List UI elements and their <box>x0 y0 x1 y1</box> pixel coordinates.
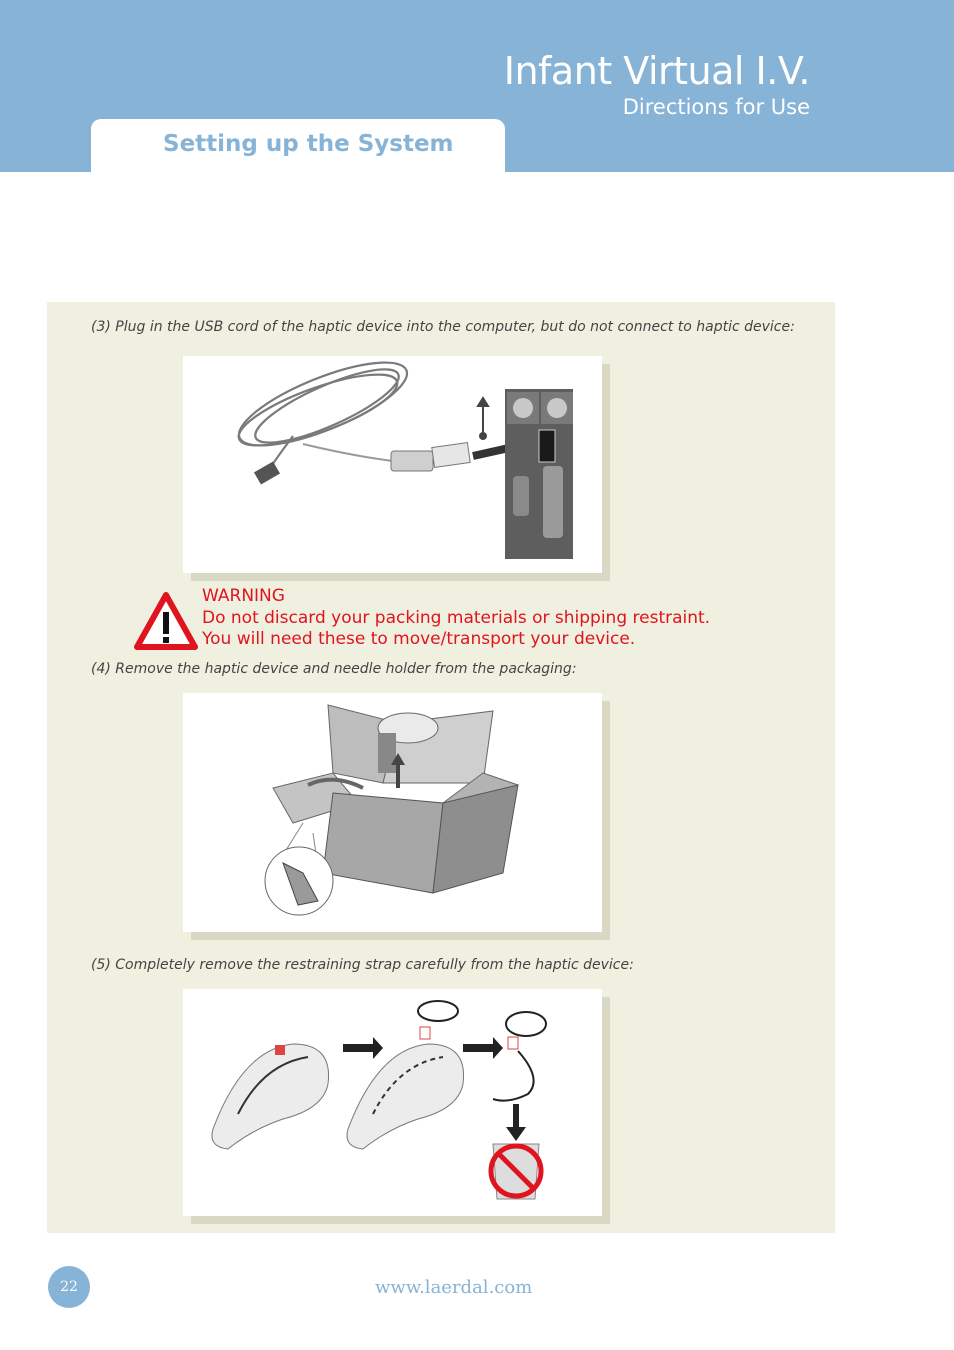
usb-plug-illustration <box>183 356 602 573</box>
section-title: Setting up the System <box>163 131 454 157</box>
step-3-instruction: (3) Plug in the USB cord of the haptic device into the computer, but do not connect to haptic device: <box>91 319 795 335</box>
packaging-illustration <box>183 693 602 932</box>
restraining-strap-illustration <box>183 989 602 1216</box>
document-title: Infant Virtual I.V. <box>503 49 810 93</box>
restraining-strap-figure <box>183 989 602 1216</box>
warning-line-2: You will need these to move/transport your device. <box>202 629 636 649</box>
page-number: 22 <box>48 1266 90 1308</box>
warning-triangle-icon <box>134 592 198 650</box>
warning-line-1: Do not discard your packing materials or shipping restraint. <box>202 607 711 628</box>
footer-url[interactable]: www.laerdal.com <box>375 1277 533 1298</box>
usb-plug-figure <box>183 356 602 573</box>
document-subtitle: Directions for Use <box>622 95 810 119</box>
step-5-instruction: (5) Completely remove the restraining strap carefully from the haptic device: <box>91 957 634 973</box>
packaging-figure <box>183 693 602 932</box>
section-tab <box>91 119 505 172</box>
warning-heading: WARNING <box>202 586 285 606</box>
warning-box <box>202 586 710 651</box>
step-4-instruction: (4) Remove the haptic device and needle holder from the packaging: <box>91 661 577 677</box>
page-header <box>0 0 954 172</box>
